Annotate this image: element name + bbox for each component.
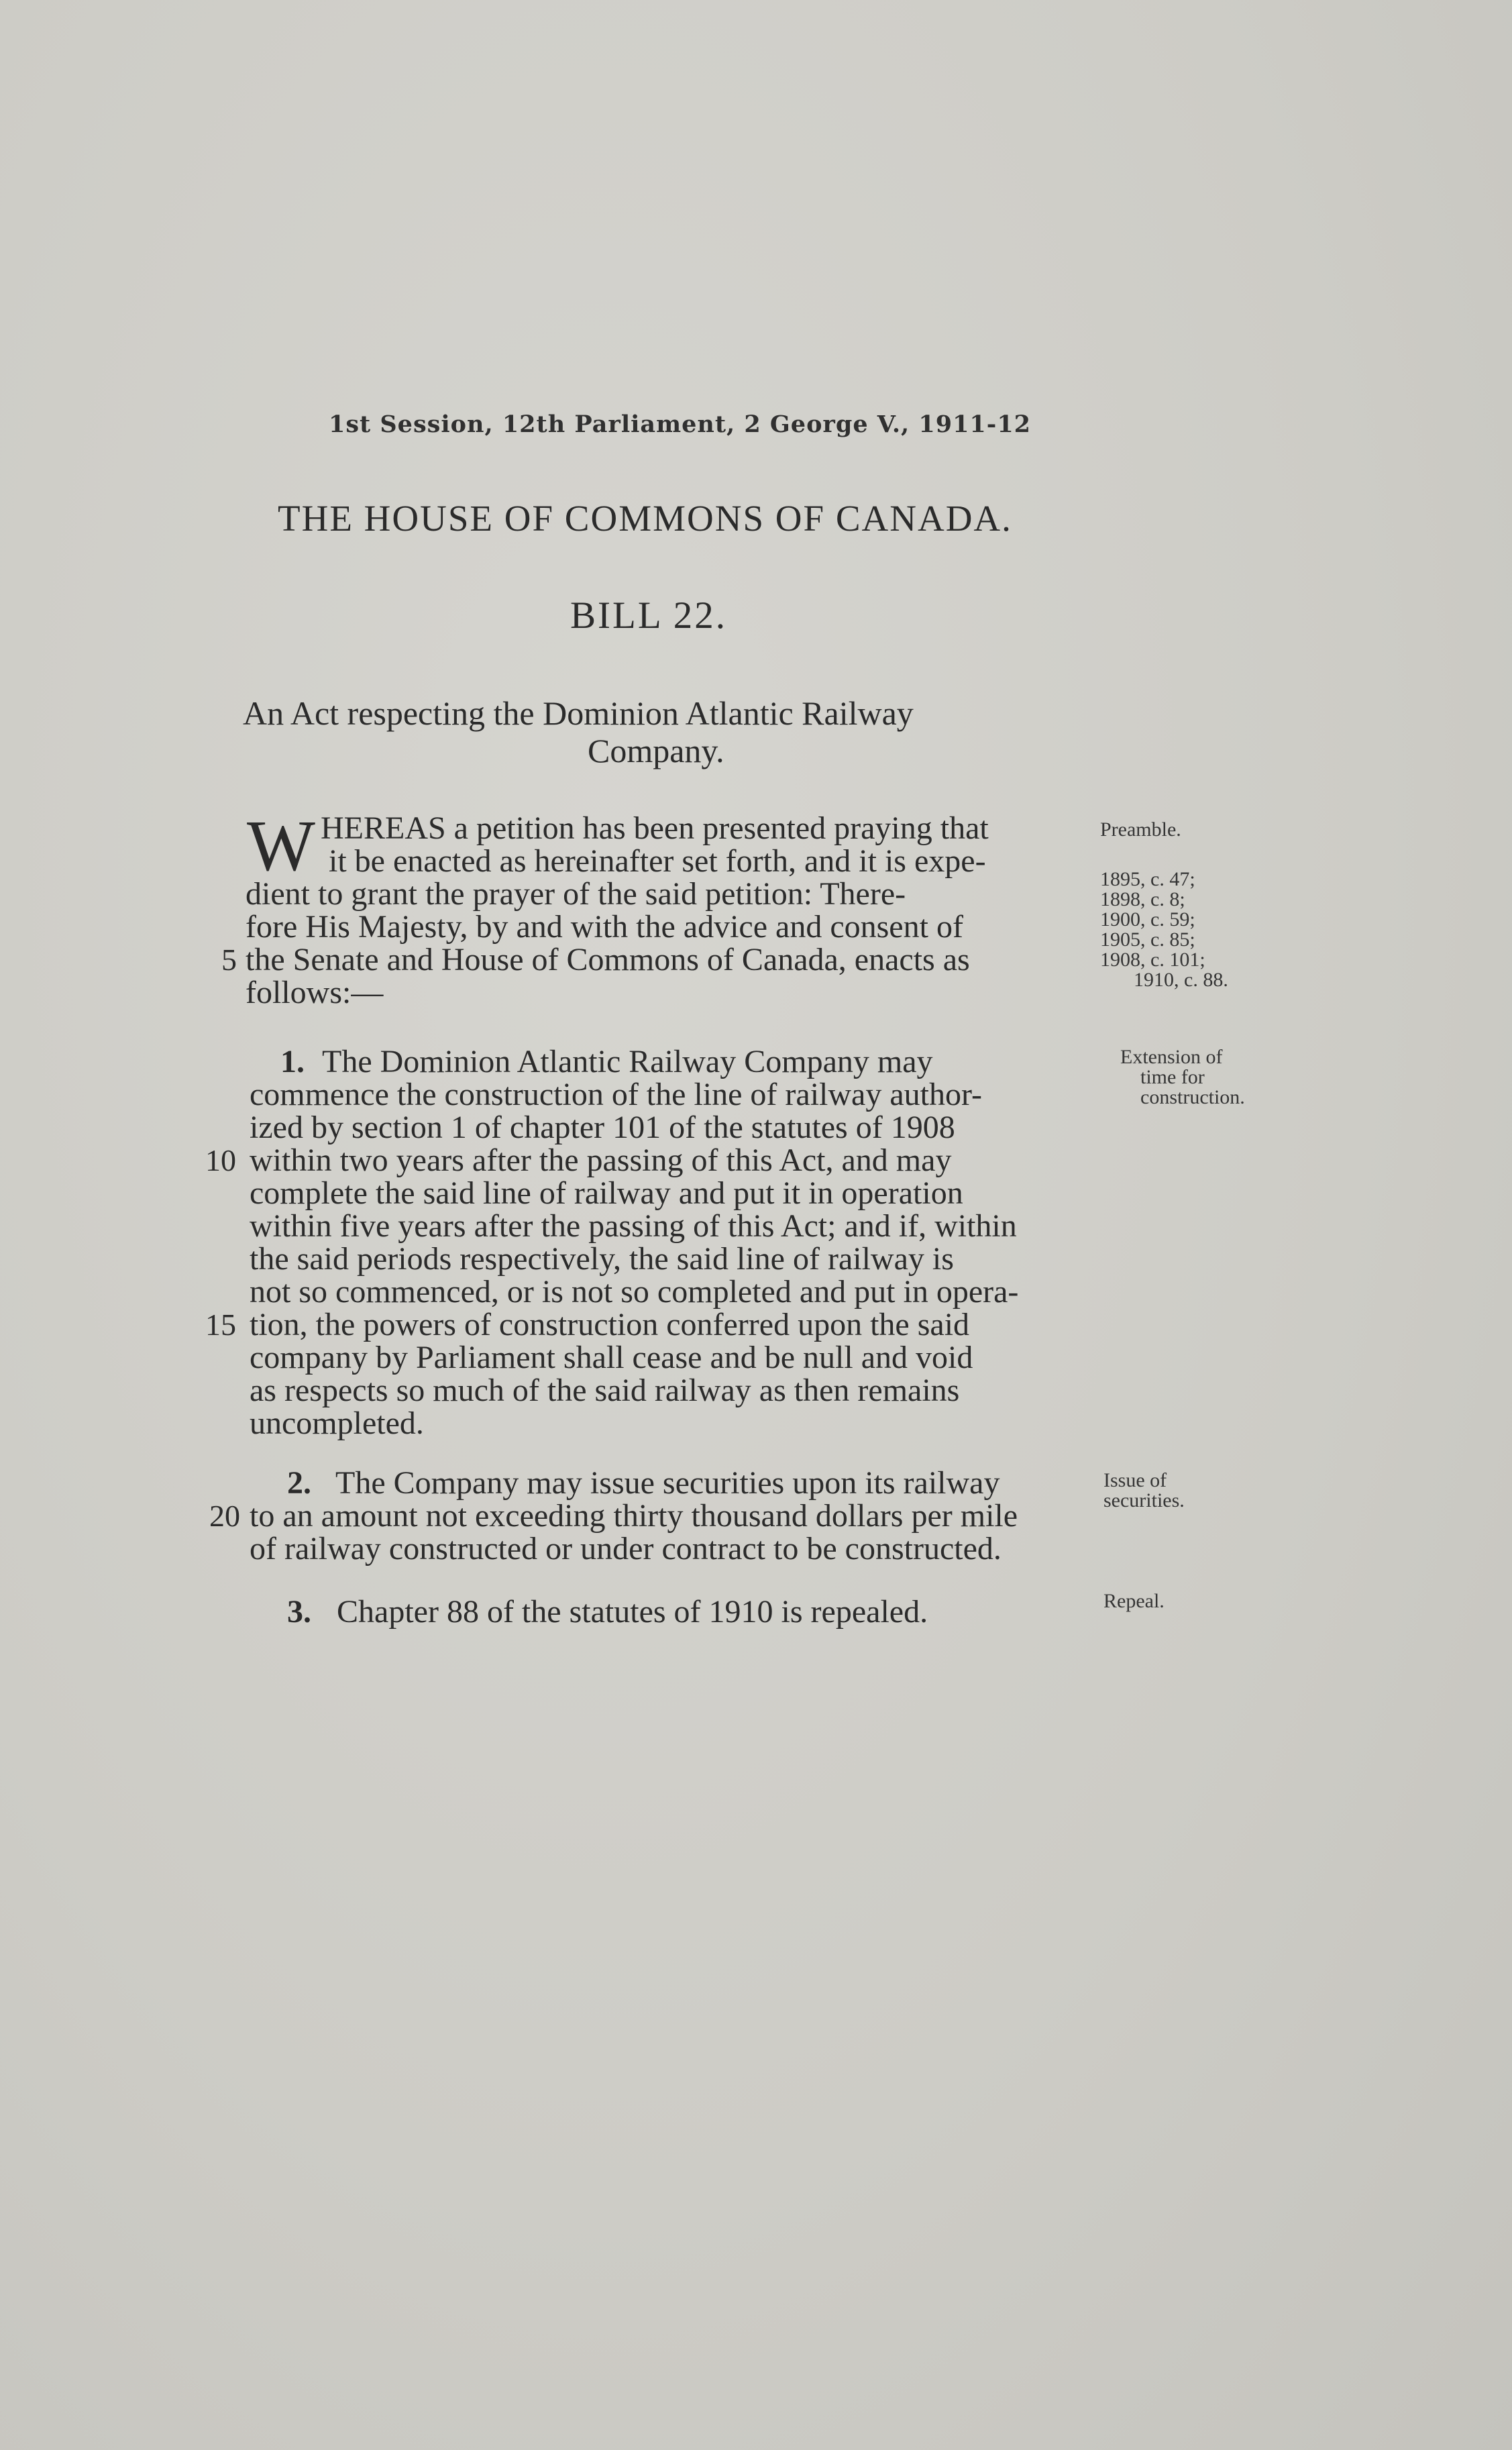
preamble-line-1: HEREAS a petition has been presented praying that [321, 810, 989, 846]
section-1-line-8: not so commenced, or is not so completed and put in opera- [250, 1274, 1019, 1310]
section-1-line-6: within five years after the passing of this Act; and if, within [250, 1208, 1017, 1244]
preamble-dropcap: W [247, 806, 315, 886]
section-1-line-5: complete the said line of railway and put it in operation [250, 1175, 963, 1211]
section-2-line-2: to an amount not exceeding thirty thousand dollars per mile [250, 1498, 1018, 1534]
margin-repeal: Repeal. [1103, 1590, 1165, 1612]
section-2-number: 2. [287, 1465, 311, 1501]
section-1-line-3: ized by section 1 of chapter 101 of the statutes of 1908 [250, 1110, 955, 1145]
section-2-line-1: The Company may issue securities upon its railway [335, 1465, 1000, 1501]
line-number-20: 20 [209, 1499, 240, 1533]
section-1-line-2: commence the construction of the line of railway author- [250, 1077, 982, 1112]
section-1-line-4: within two years after the passing of this Act, and may [250, 1142, 952, 1178]
line-number-5: 5 [221, 943, 237, 977]
section-1-line-12: uncompleted. [250, 1405, 424, 1441]
citation-1905: 1905, c. 85; [1100, 928, 1195, 951]
preamble-line-5: the Senate and House of Commons of Canada, enacts as [246, 942, 970, 977]
preamble-line-2: it be enacted as hereinafter set forth, and it is expe- [329, 843, 986, 879]
citation-1900: 1900, c. 59; [1100, 908, 1195, 930]
section-1-line-10: company by Parliament shall cease and be null and void [250, 1340, 973, 1375]
line-number-10: 10 [205, 1143, 236, 1177]
margin-extension-line-3: construction. [1140, 1086, 1245, 1108]
session-heading: 1st Session, 12th Parliament, 2 George V., 1911-12 [329, 411, 1032, 438]
preamble-line-4: fore His Majesty, by and with the advice and consent of [246, 909, 963, 945]
house-heading: THE HOUSE OF COMMONS OF CANADA. [278, 498, 1012, 539]
section-1-number: 1. [280, 1044, 305, 1079]
section-3-number: 3. [287, 1594, 311, 1630]
line-number-15: 15 [205, 1308, 236, 1342]
margin-extension-line-1: Extension of [1120, 1046, 1223, 1068]
citation-1898: 1898, c. 8; [1100, 888, 1185, 910]
section-1-line-9: tion, the powers of construction conferred upon the said [250, 1307, 970, 1342]
preamble-line-3: dient to grant the prayer of the said petition: There- [246, 876, 906, 912]
act-title-line-2: Company. [588, 732, 724, 769]
citation-1908: 1908, c. 101; [1100, 949, 1205, 971]
section-2-line-3: of railway constructed or under contract to be constructed. [250, 1531, 1002, 1566]
citation-1910: 1910, c. 88. [1134, 969, 1228, 991]
act-title-line-1: An Act respecting the Dominion Atlantic Railway [243, 694, 914, 732]
bill-number: BILL 22. [570, 594, 728, 637]
margin-extension-line-2: time for [1140, 1066, 1205, 1088]
section-3-text: Chapter 88 of the statutes of 1910 is repealed. [337, 1594, 928, 1630]
citation-1895: 1895, c. 47; [1100, 868, 1195, 890]
section-1-line-7: the said periods respectively, the said line of railway is [250, 1241, 954, 1277]
margin-issue-line-2: securities. [1103, 1489, 1185, 1511]
section-1-line-1: The Dominion Atlantic Railway Company may [322, 1044, 933, 1079]
margin-issue-line-1: Issue of [1103, 1469, 1167, 1491]
section-1-line-11: as respects so much of the said railway as then remains [250, 1373, 960, 1408]
preamble-line-6: follows:— [246, 975, 384, 1010]
margin-preamble: Preamble. [1100, 818, 1181, 841]
